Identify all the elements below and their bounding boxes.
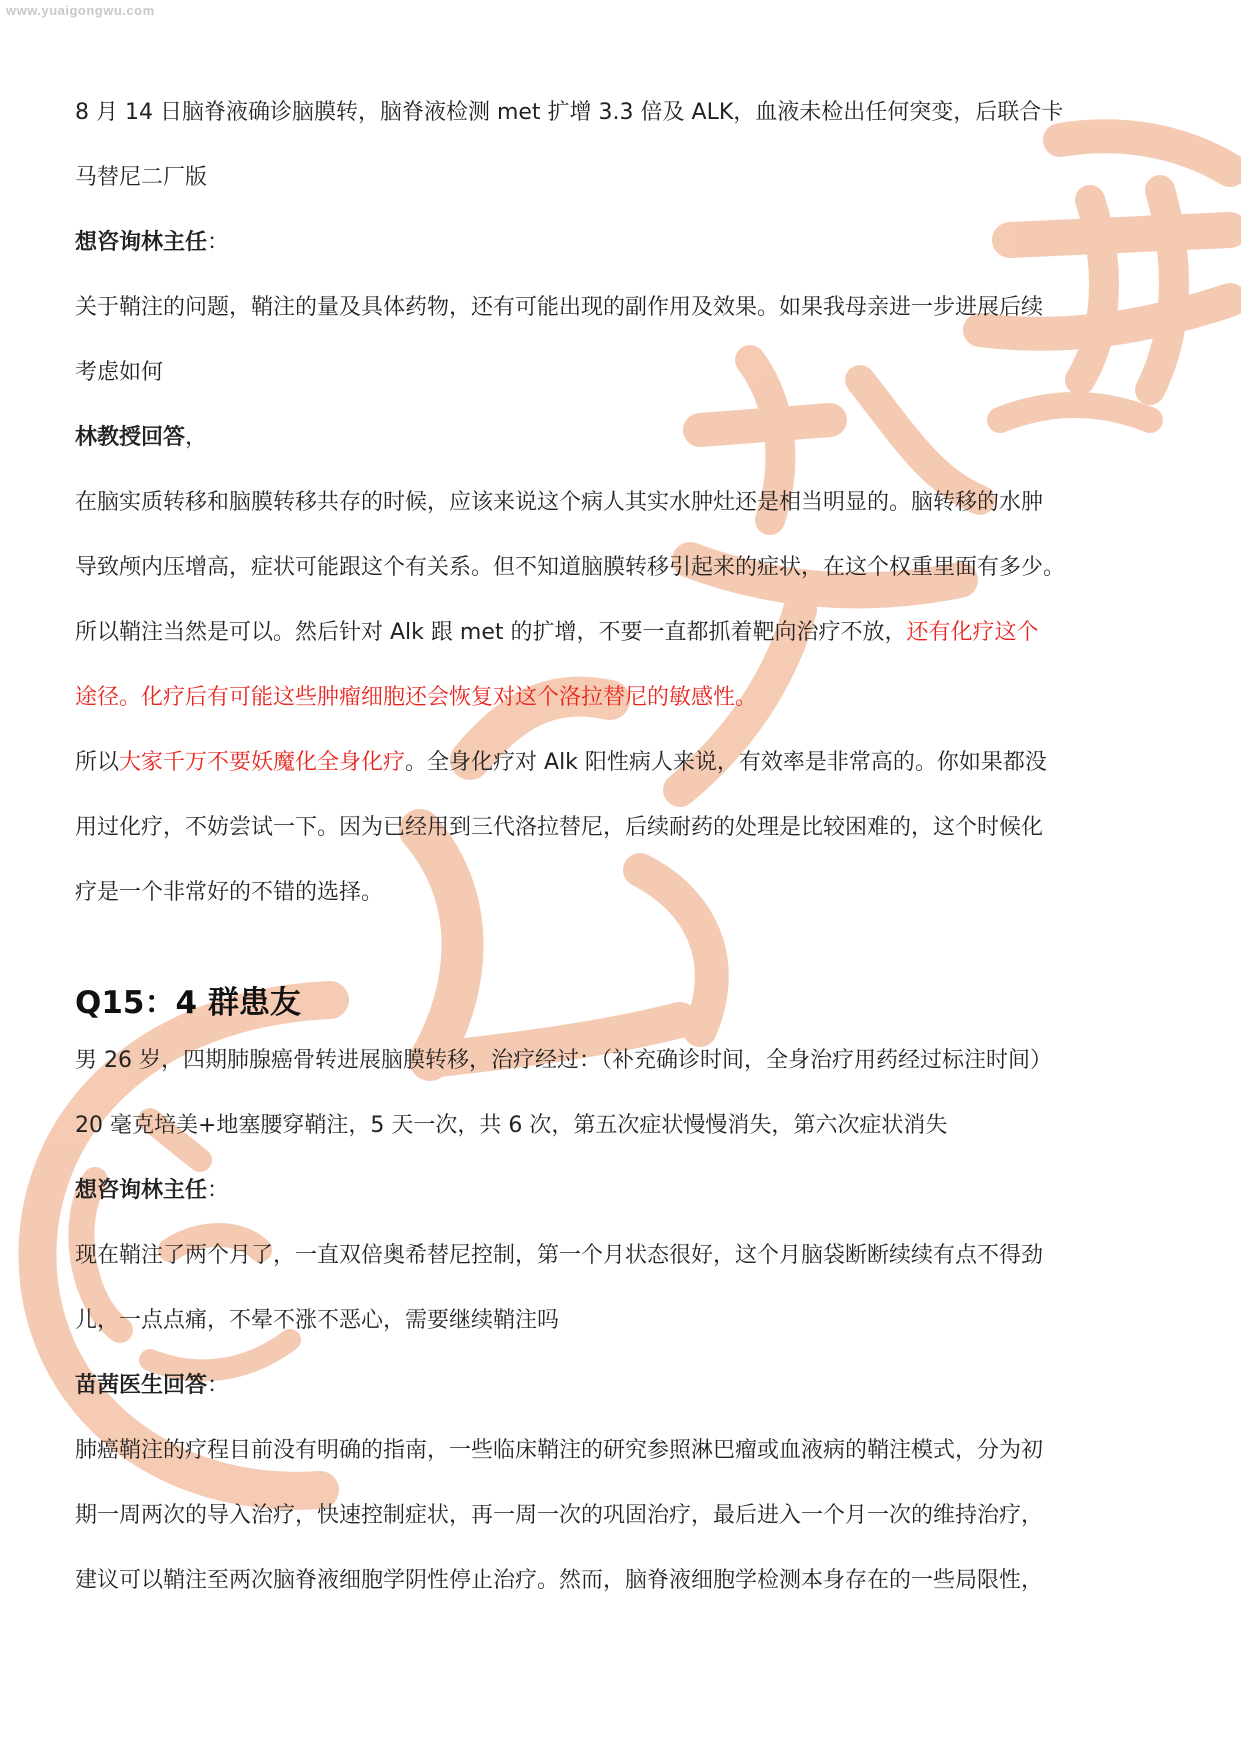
paragraph-line: 20 毫克培美+地塞腰穿鞘注，5 天一次，共 6 次，第五次症状慢慢消失，第六次症状消失 — [75, 1113, 948, 1138]
plain-text: 。全身化疗对 Alk 阳性病人来说，有效率是非常高的。你如果都没 — [405, 750, 1047, 775]
answer-label: 林教授回答 — [75, 425, 186, 450]
question-label-line — [75, 1158, 1165, 1223]
plain-text: 所以 — [75, 750, 120, 775]
paragraph-line: 关于鞘注的问题，鞘注的量及具体药物，还有可能出现的副作用及效果。如果我母亲进一步进展后续 — [75, 295, 1044, 320]
paragraph-line: 现在鞘注了两个月了，一直双倍奥希替尼控制，第一个月状态很好，这个月脑袋断断续续有点不得劲 — [75, 1243, 1044, 1268]
section-heading: Q15：4 群患友 — [75, 985, 301, 1021]
question-label-line — [75, 210, 1165, 275]
answer-label: 苗茜医生回答 — [75, 1373, 208, 1398]
paragraph-line: 导致颅内压增高，症状可能跟这个有关系。但不知道脑膜转移引起来的症状，在这个权重里面有多少。 — [75, 555, 1066, 580]
paragraph-line: 在脑实质转移和脑膜转移共存的时候，应该来说这个病人其实水肿灶还是相当明显的。脑转移的水肿 — [75, 490, 1044, 515]
paragraph-line — [75, 730, 1165, 795]
label-colon: ： — [207, 230, 230, 255]
label-colon: ： — [207, 1373, 230, 1398]
paragraph-line: 疗是一个非常好的不错的选择。 — [75, 880, 384, 905]
paragraph-line: 8 月 14 日脑脊液确诊脑膜转，脑脊液检测 met 扩增 3.3 倍及 ALK，血液未检出任何突变，后联合卡 — [75, 100, 1064, 125]
paragraph-line: 马替尼二厂版 — [75, 165, 208, 190]
highlighted-text: 还有化疗这个 — [906, 620, 1039, 645]
paragraph-line: 建议可以鞘注至两次脑脊液细胞学阴性停止治疗。然而，脑脊液细胞学检测本身存在的一些局限性， — [75, 1568, 1044, 1593]
answer-label-line — [75, 405, 1165, 470]
site-watermark-url: www.yuaigongwu.com — [6, 3, 155, 18]
label-colon: ： — [207, 1178, 230, 1203]
paragraph-line: 期一周两次的导入治疗，快速控制症状，再一周一次的巩固治疗，最后进入一个月一次的维持治疗， — [75, 1503, 1044, 1528]
question-label: 想咨询林主任 — [75, 230, 208, 255]
document-body — [75, 80, 1165, 1613]
question-label: 想咨询林主任 — [75, 1178, 208, 1203]
paragraph-line: 男 26 岁，四期肺腺癌骨转进展脑膜转移，治疗经过：（补充确诊时间，全身治疗用药经过标注时间） — [75, 1048, 1052, 1073]
label-comma: ， — [185, 425, 208, 450]
paragraph-line — [75, 600, 1165, 665]
paragraph-line: 肺癌鞘注的疗程目前没有明确的指南，一些临床鞘注的研究参照淋巴瘤或血液病的鞘注模式，分为初 — [75, 1438, 1044, 1463]
paragraph-line: 儿，一点点痛，不晕不涨不恶心，需要继续鞘注吗 — [75, 1308, 560, 1333]
answer-label-line — [75, 1353, 1165, 1418]
paragraph-line: 考虑如何 — [75, 360, 164, 385]
paragraph-line: 用过化疗，不妨尝试一下。因为已经用到三代洛拉替尼，后续耐药的处理是比较困难的，这个时候化 — [75, 815, 1044, 840]
highlighted-text: 大家千万不要妖魔化全身化疗 — [119, 750, 406, 775]
plain-text: 所以鞘注当然是可以。然后针对 Alk 跟 met 的扩增，不要一直都抓着靶向治疗不放， — [75, 620, 907, 645]
highlighted-line: 途径。化疗后有可能这些肿瘤细胞还会恢复对这个洛拉替尼的敏感性。 — [75, 685, 758, 710]
